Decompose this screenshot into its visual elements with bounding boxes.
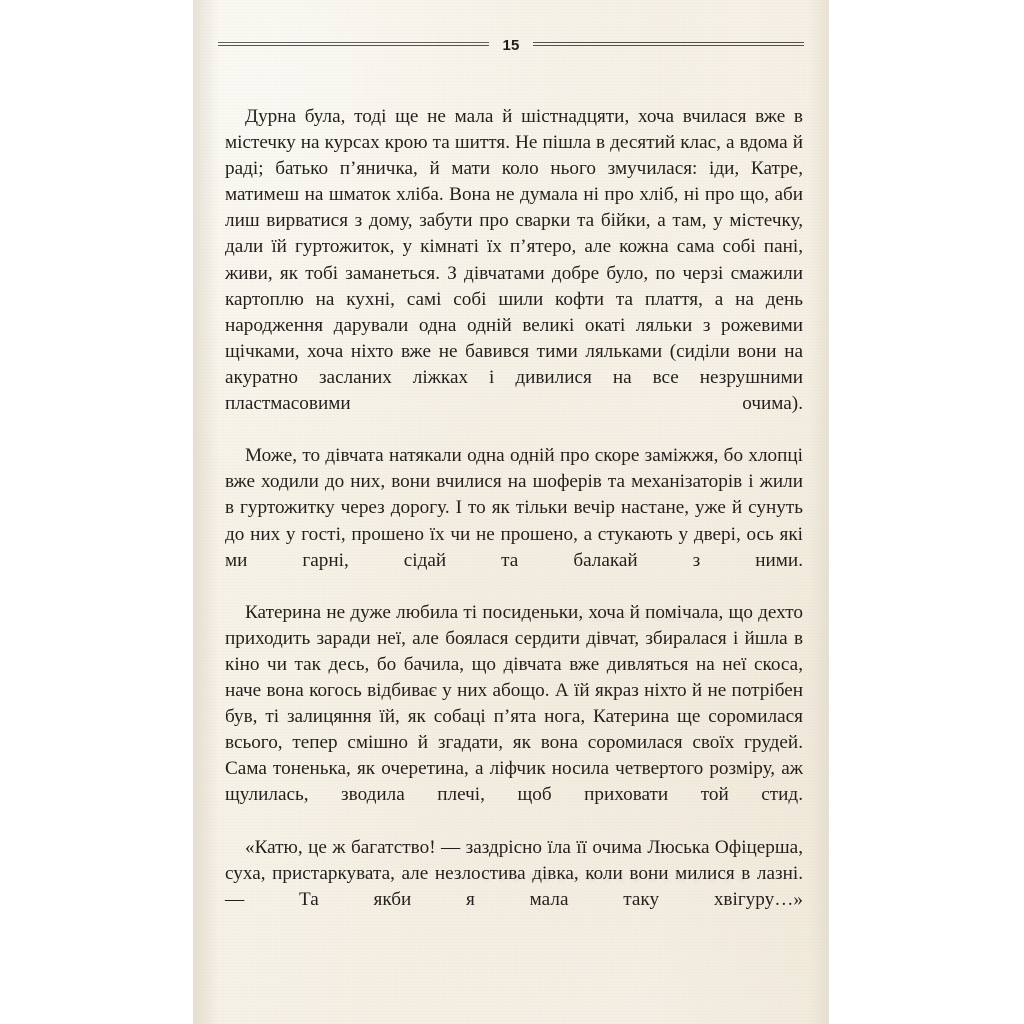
page-gutter-shadow — [193, 0, 219, 1024]
header-rule-right — [533, 41, 804, 49]
page-number: 15 — [502, 36, 520, 54]
header-rule-left — [218, 41, 489, 49]
running-head — [218, 32, 804, 58]
page-edge-shadow — [809, 0, 829, 1024]
body-text-block — [225, 104, 803, 939]
paragraph: Дурна була, тоді ще не мала й шістнадцяти, хоча вчилася вже в містечку на курсах крою та шиття. Не пішла в десятий клас, а вдома й раді; батько п’яничка, й мати коло нього змучилася: іди, Катре, матимеш на шматок хліба. Вона не думала ні про хліб, ні про що, аби лиш вирватися з дому, забути про сварки та бійки, а там, у містечку, дали їй гуртожиток, у кімнаті їх п’ятеро, але кожна сама собі пані, живи, як тобі заманеться. З дівчатами добре було, по черзі смажили картоплю на кухні, самі собі шили кофти та плаття, а на день народження дарували одна одній великі окаті ляльки з рожевими щічками, хоча ніхто вже не бавився тими ляльками (сиділи вони на акуратно засланих ліжках і дивилися на все незрушними пластмасовими очима). — [225, 106, 803, 415]
paragraph: Може, то дівчата натякали одна одній про скоре заміжжя, бо хлопці вже ходили до них, вони вчилися на шоферів та механізаторів і жили в гуртожитку через дорогу. І то як тільки вечір настане, уже й сунуть до них у гості, прошено їх чи не прошено, а стукають у двері, ось які ми гарні, сідай та балакай з ними. — [225, 445, 803, 571]
paragraph: «Катю, це ж багатство! — заздрісно їла її очима Люська Офіцерша, суха, пристаркувата, але незлостива дівка, коли вони милися в лазні. — Та якби я мала таку хвігуру…» — [225, 836, 803, 910]
paragraph: Катерина не дуже любила ті посиденьки, хоча й помічала, що дехто приходить заради неї, але боялася сердити дівчат, збиралася і йшла в кіно чи так десь, бо бачила, що дівчата вже дивляться на неї скоса, наче вона когось відбиває у них абощо. А їй якраз ніхто й не потрібен був, ті залицяння їй, як собаці п’ята нога, Катерина ще соромилася всього, тепер смішно й згадати, як вона соромилася своїх грудей. Сама тоненька, як очеретина, а ліфчик носила четвертого розміру, аж щулилась, зводила плечі, щоб приховати той стид. — [225, 601, 803, 806]
book-page — [193, 0, 829, 1024]
